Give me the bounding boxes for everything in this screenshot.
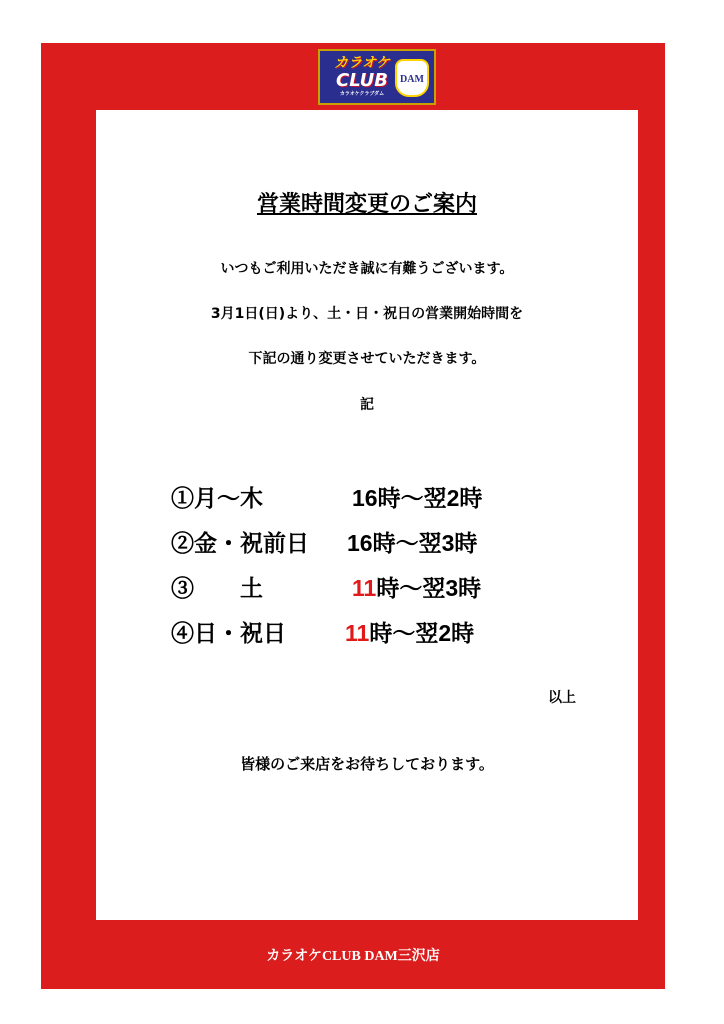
schedule-rest: 時～翌2時 <box>377 485 483 511</box>
schedule-time <box>345 615 474 648</box>
schedule-day: ②金・祝前日 <box>171 530 309 556</box>
ijo-closing-mark: 以上 <box>548 690 576 706</box>
notice-panel <box>96 110 638 920</box>
greeting-text: いつもご利用いただき誠に有難うございます。 <box>220 261 514 277</box>
schedule-start: 16 <box>347 530 373 556</box>
schedule-row <box>171 615 511 645</box>
page-title: 営業時間変更のご案内 <box>256 192 477 217</box>
schedule-row <box>171 480 511 510</box>
schedule-day: ④日・祝日 <box>171 620 286 646</box>
schedule-time <box>352 570 481 603</box>
schedule-row <box>171 570 511 600</box>
schedule-day: ①月～木 <box>171 485 263 511</box>
logo-line2: CLUB <box>335 70 389 91</box>
closing-message: 皆様のご来店をお待ちしております。 <box>240 755 494 773</box>
schedule-rest: 時～翌2時 <box>369 620 475 646</box>
schedule-rest: 時～翌3時 <box>372 530 478 556</box>
ki-heading: 記 <box>360 397 374 413</box>
schedule-time <box>352 480 482 513</box>
logo-line3: カラオケクラブダム <box>339 91 385 97</box>
schedule-time <box>347 525 477 558</box>
schedule-start: 11 <box>352 575 377 601</box>
logo-wordmark <box>326 55 398 101</box>
schedule-start: 11 <box>345 620 370 646</box>
store-logo <box>318 49 436 105</box>
change-notice-text-2: 下記の通り変更させていただきます。 <box>248 351 486 367</box>
schedule-rest: 時～翌3時 <box>376 575 482 601</box>
store-name-footer: カラオケCLUB DAM三沢店 <box>266 949 440 964</box>
dam-emblem-icon: DAM <box>395 59 429 97</box>
logo-line1: カラオケ <box>334 55 390 71</box>
schedule-row <box>171 525 511 555</box>
change-notice-text: 3月1日(日)より、土・日・祝日の営業開始時間を <box>210 306 524 322</box>
schedule-start: 16 <box>352 485 378 511</box>
schedule-day: ③ 土 <box>171 575 263 601</box>
